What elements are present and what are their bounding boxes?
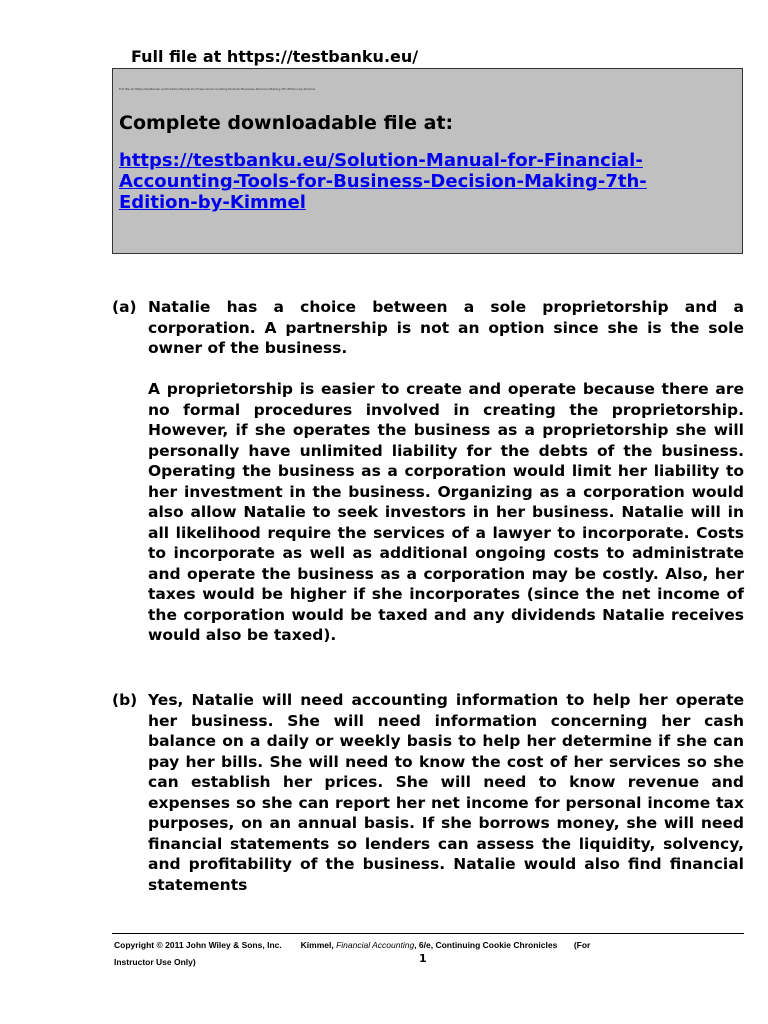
answer-b xyxy=(112,690,744,895)
footer-book-title: Financial Accounting xyxy=(336,940,415,950)
banner-tiny-text: Full file at https://testbanku.eu/Solution-Manual-for-Financial-Accounting-Tools-for-Business-Decision-Making-7th-Edition-by-Kimmel xyxy=(119,87,316,91)
footer-use-note-1: (For xyxy=(573,940,591,950)
answer-a-label: (a) xyxy=(112,298,137,316)
page-number: 1 xyxy=(419,952,427,965)
footer-copyright: Copyright © 2011 John Wiley & Sons, Inc. xyxy=(114,940,282,950)
answer-a xyxy=(112,297,744,646)
page-footer xyxy=(114,937,714,971)
download-link[interactable]: https://testbanku.eu/Solution-Manual-for-Financial-Accounting-Tools-for-Business-Decision-Making-7th-Edition-by-Kimmel xyxy=(119,150,647,213)
footer-use-note-2: Instructor Use Only) xyxy=(114,957,196,967)
footer-edition: , 6/e, Continuing Cookie Chronicles xyxy=(414,940,558,950)
answer-a-paragraph-2: A proprietorship is easier to create and operate because there are no formal procedures involved in creating the proprietorship. However, if she operates the business as a proprietorship she will personally have unlimited liability for the debts of the business. Operating the business as a corporation would limit her liability to her investment in the business. Organizing as a corporation would also allow Natalie to seek investors in her business. Natalie will in all likelihood require the services of a lawyer to incorporate. Costs to incorporate as well as additional ongoing costs to administrate and operate the business as a corporation may be costly. Also, her taxes would be higher if she incorporates (since the net income of the corporation would be taxed and any dividends Natalie receives would also be taxed). xyxy=(148,380,744,644)
download-banner xyxy=(112,68,743,254)
footer-author: Kimmel, xyxy=(300,940,337,950)
answer-b-paragraph-1: Yes, Natalie will need accounting information to help her operate her business. She will need information concerning her cash balance on a daily or weekly basis to help her determine if she can pay her bills. She will need to know the cost of her services so she can establish her prices. She will need to know revenue and expenses so she can report her net income for personal income tax purposes, on an annual basis. If she borrows money, she will need financial statements so lenders can assess the liquidity, solvency, and profitability of the business. Natalie would also find financial statements xyxy=(148,691,744,894)
footer-divider xyxy=(112,933,744,934)
top-file-notice: Full file at https://testbanku.eu/ xyxy=(131,47,419,66)
answer-a-paragraph-1: Natalie has a choice between a sole proprietorship and a corporation. A partnership is not an option since she is the sole owner of the business. xyxy=(148,298,744,357)
banner-heading: Complete downloadable file at: xyxy=(119,112,454,134)
answer-b-label: (b) xyxy=(112,691,138,709)
